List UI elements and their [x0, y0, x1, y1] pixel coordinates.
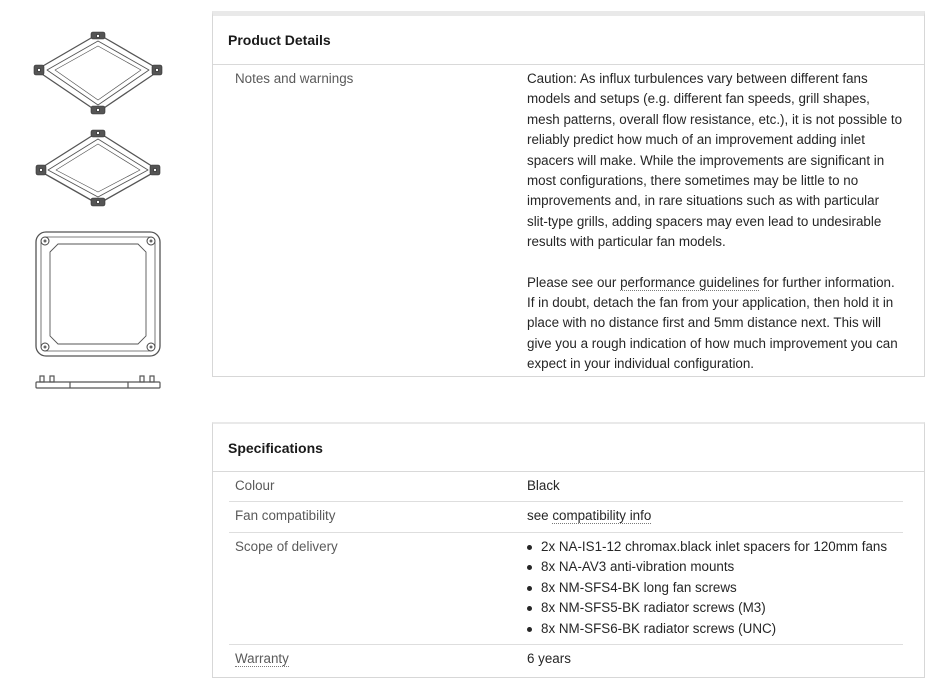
spec-row-warranty	[229, 645, 903, 675]
list-item	[527, 537, 903, 557]
warranty-label[interactable]: Warranty	[235, 651, 289, 666]
scope-item-text: 8x NM-SFS5-BK radiator screws (M3)	[541, 600, 766, 616]
guidelines-prefix: Please see our	[527, 274, 621, 290]
product-thumbnails	[28, 0, 168, 400]
scope-item-text: 2x NA-IS1-12 chromax.black inlet spacers for 120mm fans	[541, 539, 888, 554]
compatibility-info-link[interactable]: compatibility info	[552, 508, 652, 523]
guidelines-suffix: for further information. If in doubt, detach the fan from your application, then hold it in place with no distance first and 5mm distance next. This will give you a rough indication of how much improvement you can expect in your individual configuration.	[527, 274, 898, 372]
product-thumbnail-front[interactable]	[28, 222, 168, 362]
product-thumbnail-side[interactable]	[28, 368, 168, 398]
colour-value: Black	[527, 478, 560, 493]
scope-item-text: 8x NM-SFS6-BK radiator screws (UNC)	[541, 620, 777, 636]
scope-item-text: 8x NM-SFS4-BK long fan screws	[541, 579, 737, 595]
notes-warnings-row	[229, 65, 903, 375]
fan-compatibility-prefix: see	[527, 508, 553, 523]
notes-warnings-value	[527, 69, 903, 375]
product-details-panel	[212, 11, 925, 377]
warranty-label-cell	[229, 649, 527, 675]
bullet-icon	[527, 545, 532, 550]
notes-warnings-label: Notes and warnings	[235, 71, 354, 86]
fan-compatibility-value	[527, 506, 903, 532]
bullet-icon	[527, 565, 532, 570]
product-thumbnail-perspective-1[interactable]	[28, 28, 168, 118]
list-item	[527, 619, 903, 639]
fan-compatibility-label: Fan compatibility	[235, 508, 336, 523]
list-item	[527, 598, 903, 618]
colour-label: Colour	[235, 478, 275, 493]
product-details-header: Product Details	[213, 16, 924, 65]
guidelines-paragraph	[527, 273, 903, 375]
scope-item-text: 8x NA-AV3 anti-vibration mounts	[541, 559, 735, 575]
specifications-panel	[212, 422, 925, 678]
list-item	[527, 578, 903, 598]
product-thumbnail-perspective-2[interactable]	[28, 120, 168, 210]
scope-of-delivery-value	[527, 537, 903, 644]
performance-guidelines-link[interactable]: performance guidelines	[620, 274, 760, 290]
specifications-header: Specifications	[213, 424, 924, 472]
scope-of-delivery-list	[527, 537, 903, 639]
spec-row-colour	[229, 472, 903, 502]
scope-of-delivery-label: Scope of delivery	[235, 539, 338, 554]
list-item	[527, 557, 903, 577]
spec-row-fan-compatibility	[229, 502, 903, 533]
bullet-icon	[527, 627, 532, 632]
warranty-value: 6 years	[527, 651, 571, 666]
spec-row-scope-of-delivery	[229, 533, 903, 645]
bullet-icon	[527, 586, 532, 591]
bullet-icon	[527, 606, 532, 611]
caution-text: Caution: As influx turbulences vary between different fans models and setups (e.g. different fan speeds, grill shapes, mesh patterns, overall flow resistance, etc.), it is not possible to reliably predict how much of an improvement adding inlet spacers will make. While the improvements are significant in most configurations, there sometimes may be little to no improvements and, in rare situations such as with particular slit-type grills, adding spacers may even lead to undesirable results with particular fan models.	[527, 71, 903, 250]
